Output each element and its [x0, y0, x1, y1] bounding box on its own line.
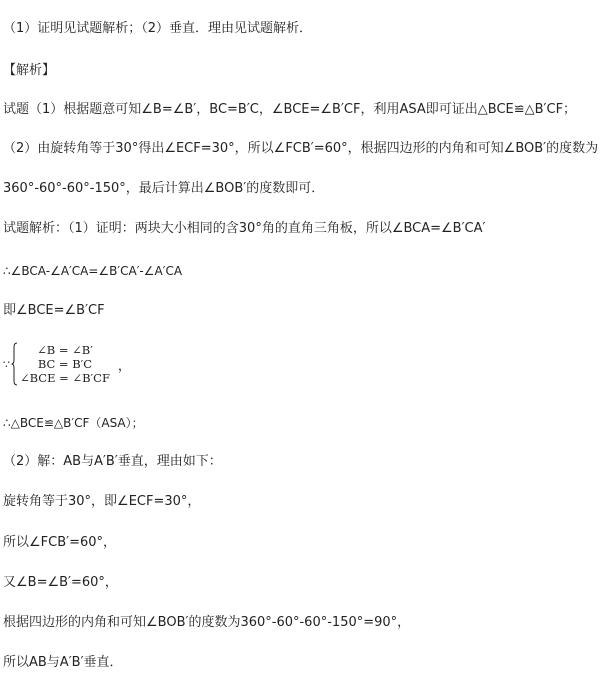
analysis-line-2: （2）由旋转角等于30°得出∠ECF=30°，所以∠FCB′=60°，根据四边形的内角和可知∠BOB′的度数为	[3, 141, 599, 156]
part2-line-5: 根据四边形的内角和可知∠BOB′的度数为360°-60°-60°-150°=90°，	[3, 615, 411, 630]
answer-line: （1）证明见试题解析；（2）垂直．理由见试题解析．	[3, 21, 313, 36]
analysis-heading: 【解析】	[3, 63, 56, 78]
left-brace	[11, 342, 18, 386]
solution-line-2: ∴∠BCA-∠A′CA=∠B′CA′-∠A′CA	[3, 264, 183, 278]
part2-line-6: 所以AB与A′B′垂直．	[3, 655, 123, 670]
analysis-line-3: 360°-60°-60°-150°，最后计算出∠BOB′的度数即可．	[3, 181, 325, 196]
since-symbol: ∵	[3, 357, 10, 371]
conclusion-line-1: ∴△BCE≌△B′CF（ASA）；	[3, 416, 144, 430]
part2-line-3: 所以∠FCB′=60°，	[3, 535, 117, 550]
part2-line-1: （2）解：AB与A′B′垂直，理由如下：	[3, 454, 222, 469]
analysis-line-1: 试题（1）根据题意可知∠B=∠B′，BC=B′C，∠BCE=∠B′CF，利用ASA即可证出△BCE≌△B′CF；	[3, 102, 577, 117]
equation-system	[3, 340, 131, 388]
solution-line-3: 即∠BCE=∠B′CF	[3, 303, 105, 318]
part2-line-2: 旋转角等于30°，即∠ECF=30°，	[3, 494, 201, 509]
part2-line-4: 又∠B=∠B′=60°，	[3, 575, 118, 590]
system-row-1: ∠B = ∠B′	[37, 343, 93, 357]
solution-line-1: 试题解析：（1）证明：两块大小相同的含30°角的直角三角板，所以∠BCA=∠B′CA′	[3, 221, 486, 236]
system-row-2: BC = B′C	[37, 357, 93, 371]
system-tail: ，	[117, 358, 131, 374]
system-rows	[20, 343, 110, 385]
system-row-3: ∠BCE = ∠B′CF	[20, 371, 110, 385]
